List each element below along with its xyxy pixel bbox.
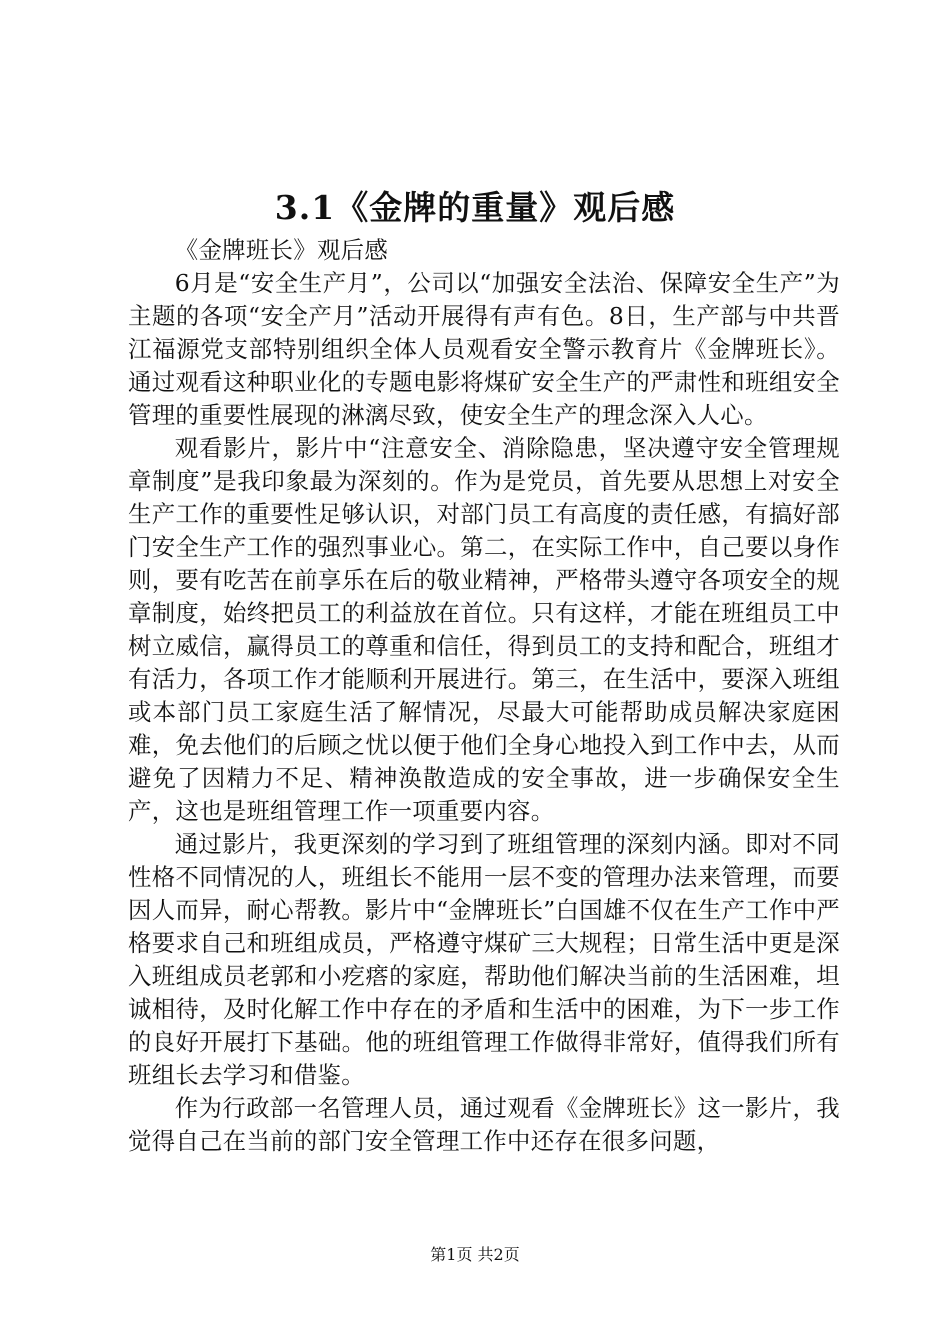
paragraph: 观看影片，影片中“注意安全、消除隐患，坚决遵守安全管理规章制度”是我印象最为深刻的。作为是党员，首先要从思想上对安全生产工作的重要性足够认识，对部门员工有高度的责任感，有搞好部门安全生产工作的强烈事业心。第二，在实际工作中，自己要以身作则，要有吃苦在前享乐在后的敬业精神，严格带头遵守各项安全的规章制度，始终把员工的利益放在首位。只有这样，才能在班组员工中树立威信，赢得员工的尊重和信任，得到员工的支持和配合，班组才有活力，各项工作才能顺利开展进行。第三，在生活中，要深入班组或本部门员工家庭生活了解情况，尽最大可能帮助成员解决家庭困难，免去他们的后顾之忧以便于他们全身心地投入到工作中去，从而避免了因精力不足、精神涣散造成的安全事故，进一步确保安全生产，这也是班组管理工作一项重要内容。 — [128, 434, 840, 825]
paragraph: 作为行政部一名管理人员，通过观看《金牌班长》这一影片，我觉得自己在当前的部门安全管理工作中还存在很多问题， — [128, 1094, 840, 1155]
page-number-footer: 第1页 共2页 — [430, 1245, 520, 1264]
document-title: 3.1《金牌的重量》观后感 — [274, 188, 676, 227]
document-subtitle: 《金牌班长》观后感 — [174, 236, 389, 264]
document-body — [128, 234, 840, 1158]
paragraph: 通过影片，我更深刻的学习到了班组管理的深刻内涵。即对不同性格不同情况的人，班组长不能用一层不变的管理办法来管理，而要因人而异，耐心帮教。影片中“金牌班长”白国雄不仅在生产工作中严格要求自己和班组成员，严格遵守煤矿三大规程；日常生活中更是深入班组成员老郭和小疙瘩的家庭，帮助他们解决当前的生活困难，坦诚相待，及时化解工作中存在的矛盾和生活中的困难，为下一步工作的良好开展打下基础。他的班组管理工作做得非常好，值得我们所有班组长去学习和借鉴。 — [128, 830, 840, 1089]
paragraph: 6月是“安全生产月”，公司以“加强安全法治、保障安全生产”为主题的各项“安全产月”活动开展得有声有色。8日，生产部与中共晋江福源党支部特别组织全体人员观看安全警示教育片《金牌班长》。通过观看这种职业化的专题电影将煤矿安全生产的严肃性和班组安全管理的重要性展现的淋漓尽致，使安全生产的理念深入人心。 — [128, 269, 840, 429]
